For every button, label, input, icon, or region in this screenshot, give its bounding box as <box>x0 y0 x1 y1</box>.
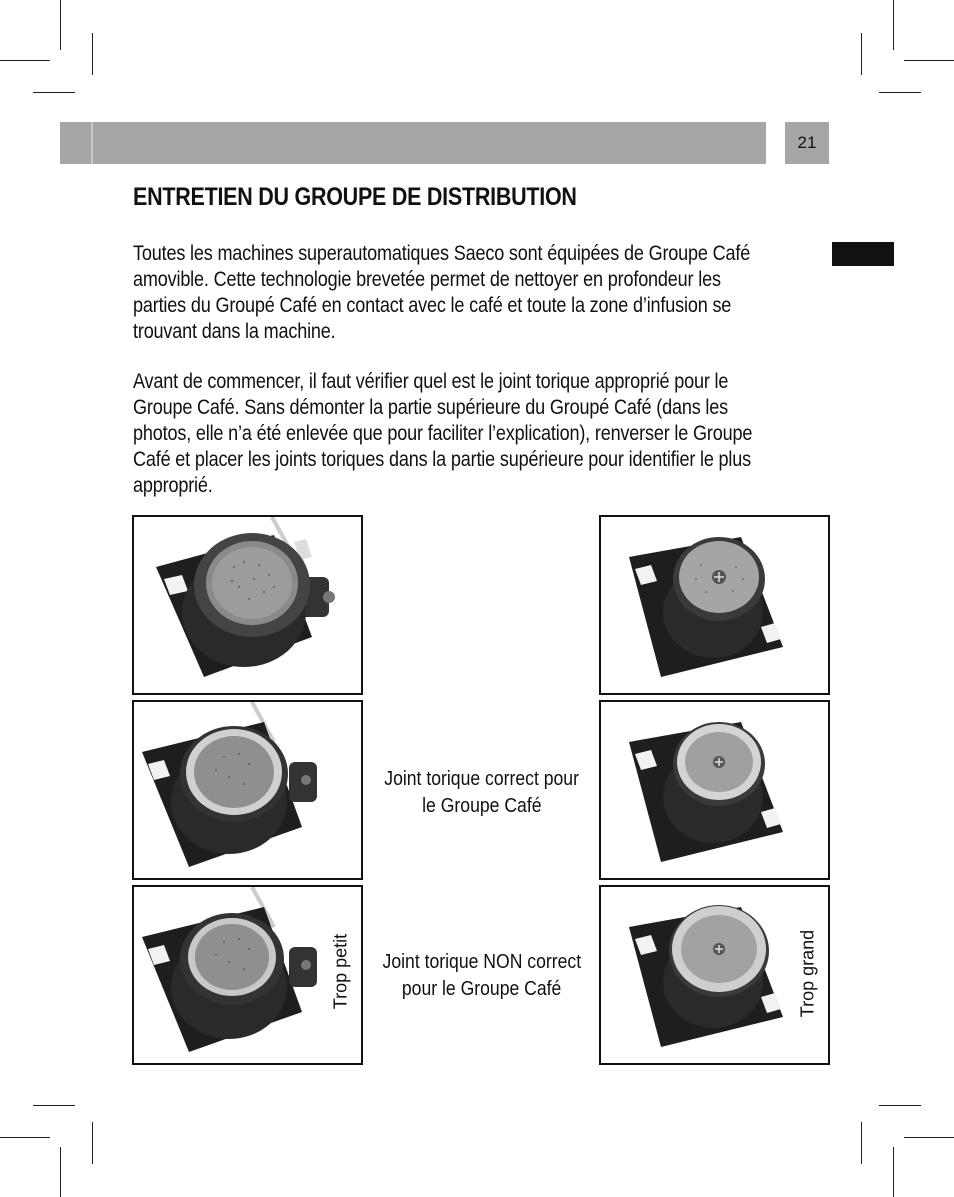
text-line: Toutes les machines superautomatiques Saeco sont équipées de Groupe Café <box>133 242 751 265</box>
header-bar <box>60 122 766 164</box>
crop-mark <box>879 1105 921 1106</box>
crop-mark <box>0 60 50 61</box>
text-line: Groupe Café. Sans démonter la partie supérieure du Groupé Café (dans les <box>133 396 728 419</box>
brew-group-top-large-gasket-photo <box>599 885 830 1065</box>
crop-mark <box>60 1147 61 1197</box>
caption-line: Joint torique correct pour <box>384 768 580 790</box>
brew-group-photo <box>132 515 363 695</box>
too-large-label: Trop grand <box>797 929 818 1018</box>
incorrect-gasket-caption <box>368 949 596 1003</box>
crop-mark <box>879 92 921 93</box>
crop-mark <box>60 0 61 50</box>
text-line: photos, elle n’a été enlevée que pour faciliter l’explication), renverser le Groupe <box>133 422 753 445</box>
crop-mark <box>904 60 954 61</box>
intro-paragraph <box>133 241 812 345</box>
text-line: Avant de commencer, il faut vérifier quel est le joint torique approprié pour le <box>133 370 729 393</box>
crop-mark <box>92 1122 93 1164</box>
crop-mark <box>33 92 75 93</box>
page-number: 21 <box>785 122 829 164</box>
text-line: approprié. <box>133 474 213 497</box>
crop-mark <box>92 33 93 75</box>
correct-gasket-caption <box>368 766 596 820</box>
crop-mark <box>0 1137 50 1138</box>
brew-group-small-gasket-photo <box>132 885 363 1065</box>
crop-mark <box>893 1147 894 1197</box>
brew-group-top-correct-gasket-photo <box>599 700 830 880</box>
language-tab <box>832 242 894 266</box>
brew-group-top-photo <box>599 515 830 695</box>
crop-mark <box>861 33 862 75</box>
caption-line: Joint torique NON correct <box>382 951 582 973</box>
crop-mark <box>904 1137 954 1138</box>
text-line: parties du Groupé Café en contact avec le café et toute la zone d’infusion se <box>133 294 732 317</box>
crop-mark <box>33 1105 75 1106</box>
crop-mark <box>893 0 894 50</box>
page-title: ENTRETIEN DU GROUPE DE DISTRIBUTION <box>133 183 577 211</box>
caption-line: le Groupe Café <box>422 795 542 817</box>
brew-group-correct-gasket-photo <box>132 700 363 880</box>
too-small-label: Trop petit <box>330 933 351 1010</box>
text-line: amovible. Cette technologie brevetée permet de nettoyer en profondeur les <box>133 268 721 291</box>
caption-line: pour le Groupe Café <box>402 978 562 1000</box>
text-line: Café et placer les joints toriques dans la partie supérieure pour identifier le plus <box>133 448 752 471</box>
instruction-paragraph <box>133 369 812 499</box>
crop-mark <box>861 1122 862 1164</box>
text-line: trouvant dans la machine. <box>133 320 336 343</box>
